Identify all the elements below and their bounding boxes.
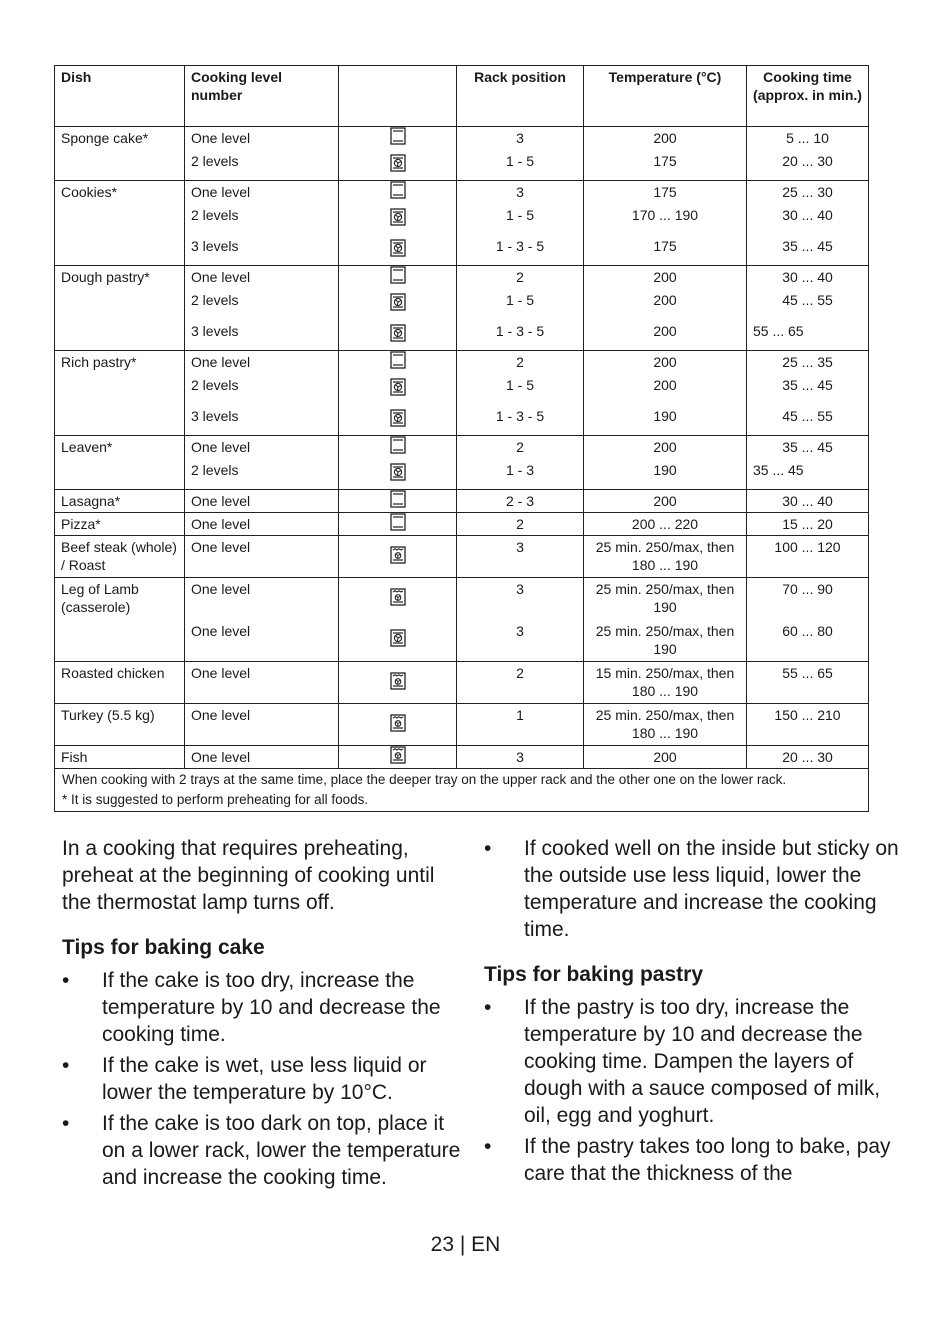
table-note: When cooking with 2 trays at the same time, place the deeper tray on the upper rack and the other one on the lower rack. bbox=[62, 772, 787, 787]
level-cell: One level bbox=[185, 266, 339, 289]
mode-cell bbox=[339, 320, 457, 351]
dish-cell: Lasagna* bbox=[55, 490, 185, 513]
list-item: • If the pastry takes too long to bake, pay care that the thickness of the bbox=[484, 1133, 904, 1187]
grill-fan-icon bbox=[390, 588, 406, 610]
rack-cell: 1 bbox=[457, 704, 584, 746]
temp-cell: 200 bbox=[584, 127, 747, 150]
temp-cell: 200 bbox=[584, 436, 747, 459]
mode-cell bbox=[339, 536, 457, 578]
rack-cell: 3 bbox=[457, 746, 584, 769]
mode-cell bbox=[339, 704, 457, 746]
table-row bbox=[55, 704, 869, 746]
mode-cell bbox=[339, 490, 457, 513]
table-row bbox=[55, 351, 869, 374]
level-cell: 3 levels bbox=[185, 405, 339, 436]
table-row bbox=[55, 536, 869, 578]
table-note-row bbox=[55, 769, 869, 812]
fan-mode-icon bbox=[390, 293, 406, 315]
mode-cell bbox=[339, 405, 457, 436]
header-rack-position: Rack position bbox=[457, 66, 584, 127]
temp-cell: 175 bbox=[584, 181, 747, 204]
dish-cell: Rich pastry* bbox=[55, 351, 185, 436]
rack-cell: 2 bbox=[457, 662, 584, 704]
list-item: • If the cake is too dark on top, place it on a lower rack, lower the temperature and increase the cooking time. bbox=[62, 1110, 462, 1191]
level-cell: One level bbox=[185, 704, 339, 746]
dish-cell: Fish bbox=[55, 746, 185, 769]
temp-cell: 25 min. 250/max, then 190 bbox=[584, 578, 747, 620]
list-item: • If the cake is too dry, increase the temperature by 10 and decrease the cooking time. bbox=[62, 967, 462, 1048]
temp-cell: 200 bbox=[584, 490, 747, 513]
static-mode-icon bbox=[390, 436, 406, 458]
mode-cell bbox=[339, 204, 457, 235]
time-cell: 60 ... 80 bbox=[747, 620, 869, 662]
right-column bbox=[484, 835, 904, 1187]
dish-cell: Roasted chicken bbox=[55, 662, 185, 704]
header-cooking-level: Cooking level number bbox=[185, 66, 339, 127]
fan-mode-icon bbox=[390, 208, 406, 230]
header-temperature: Temperature (°C) bbox=[584, 66, 747, 127]
table-row bbox=[55, 266, 869, 289]
rack-cell: 1 - 5 bbox=[457, 204, 584, 235]
rack-cell: 1 - 3 bbox=[457, 459, 584, 490]
level-cell: One level bbox=[185, 181, 339, 204]
time-cell: 20 ... 30 bbox=[747, 150, 869, 181]
mode-cell bbox=[339, 746, 457, 769]
table-row bbox=[55, 181, 869, 204]
fan-mode-icon bbox=[390, 409, 406, 431]
left-column bbox=[62, 835, 462, 1191]
pastry-tips-heading: Tips for baking pastry bbox=[484, 963, 703, 986]
temp-cell: 200 bbox=[584, 351, 747, 374]
dish-cell: Pizza* bbox=[55, 513, 185, 536]
rack-cell: 3 bbox=[457, 181, 584, 204]
table-row bbox=[55, 662, 869, 704]
rack-cell: 3 bbox=[457, 620, 584, 662]
time-cell: 35 ... 45 bbox=[747, 374, 869, 405]
rack-cell: 3 bbox=[457, 536, 584, 578]
temp-cell: 190 bbox=[584, 405, 747, 436]
table-row bbox=[55, 578, 869, 620]
mode-cell bbox=[339, 150, 457, 181]
cake-tips-heading: Tips for baking cake bbox=[62, 936, 265, 959]
pastry-tips-list bbox=[484, 994, 904, 1187]
level-cell: One level bbox=[185, 127, 339, 150]
level-cell: One level bbox=[185, 436, 339, 459]
temp-cell: 175 bbox=[584, 235, 747, 266]
temp-cell: 170 ... 190 bbox=[584, 204, 747, 235]
temp-cell: 190 bbox=[584, 459, 747, 490]
temp-cell: 200 bbox=[584, 746, 747, 769]
time-cell: 100 ... 120 bbox=[747, 536, 869, 578]
time-cell: 5 ... 10 bbox=[747, 127, 869, 150]
static-mode-icon bbox=[390, 513, 406, 535]
mode-cell bbox=[339, 662, 457, 704]
table-row bbox=[55, 127, 869, 150]
level-cell: One level bbox=[185, 351, 339, 374]
list-item: • If the cake is wet, use less liquid or lower the temperature by 10°C. bbox=[62, 1052, 462, 1106]
mode-cell bbox=[339, 513, 457, 536]
time-cell: 25 ... 30 bbox=[747, 181, 869, 204]
level-cell: One level bbox=[185, 662, 339, 704]
dish-cell: Leaven* bbox=[55, 436, 185, 490]
rack-cell: 3 bbox=[457, 578, 584, 620]
temp-cell: 200 bbox=[584, 374, 747, 405]
temp-cell: 200 bbox=[584, 289, 747, 320]
table-row bbox=[55, 490, 869, 513]
cooking-table bbox=[54, 65, 869, 812]
table-row bbox=[55, 436, 869, 459]
temp-cell: 175 bbox=[584, 150, 747, 181]
table-row bbox=[55, 513, 869, 536]
level-cell: 3 levels bbox=[185, 320, 339, 351]
mode-cell bbox=[339, 266, 457, 289]
fan-mode-icon bbox=[390, 629, 406, 651]
table-footnote: * It is suggested to perform preheating for all foods. bbox=[62, 792, 369, 807]
mode-cell bbox=[339, 351, 457, 374]
mode-cell bbox=[339, 235, 457, 266]
fan-mode-icon bbox=[390, 324, 406, 346]
mode-cell bbox=[339, 436, 457, 459]
temp-cell: 25 min. 250/max, then 180 ... 190 bbox=[584, 704, 747, 746]
level-cell: 2 levels bbox=[185, 374, 339, 405]
time-cell: 30 ... 40 bbox=[747, 204, 869, 235]
dish-cell: Turkey (5.5 kg) bbox=[55, 704, 185, 746]
list-item: • If cooked well on the inside but sticky on the outside use less liquid, lower the temperature and increase the cooking time. bbox=[484, 835, 904, 943]
time-cell: 15 ... 20 bbox=[747, 513, 869, 536]
time-cell: 35 ... 45 bbox=[747, 459, 869, 490]
level-cell: One level bbox=[185, 536, 339, 578]
header-dish: Dish bbox=[55, 66, 185, 127]
rack-cell: 3 bbox=[457, 127, 584, 150]
time-cell: 150 ... 210 bbox=[747, 704, 869, 746]
grill-fan-icon bbox=[390, 714, 406, 736]
static-mode-icon bbox=[390, 127, 406, 149]
page-number: 23 | EN bbox=[430, 1233, 501, 1256]
grill-fan-icon bbox=[390, 746, 406, 768]
temp-cell: 15 min. 250/max, then 180 ... 190 bbox=[584, 662, 747, 704]
temp-cell: 200 ... 220 bbox=[584, 513, 747, 536]
level-cell: 2 levels bbox=[185, 150, 339, 181]
static-mode-icon bbox=[390, 351, 406, 373]
dish-cell: Beef steak (whole) / Roast bbox=[55, 536, 185, 578]
mode-cell bbox=[339, 578, 457, 620]
rack-cell: 2 - 3 bbox=[457, 490, 584, 513]
time-cell: 35 ... 45 bbox=[747, 436, 869, 459]
temp-cell: 200 bbox=[584, 320, 747, 351]
mode-cell bbox=[339, 289, 457, 320]
rack-cell: 2 bbox=[457, 351, 584, 374]
time-cell: 55 ... 65 bbox=[747, 662, 869, 704]
dish-cell: Leg of Lamb (casserole) bbox=[55, 578, 185, 662]
time-cell: 70 ... 90 bbox=[747, 578, 869, 620]
fan-mode-icon bbox=[390, 154, 406, 176]
temp-cell: 25 min. 250/max, then 180 ... 190 bbox=[584, 536, 747, 578]
rack-cell: 1 - 5 bbox=[457, 374, 584, 405]
time-cell: 45 ... 55 bbox=[747, 405, 869, 436]
rack-cell: 2 bbox=[457, 266, 584, 289]
grill-fan-icon bbox=[390, 672, 406, 694]
time-cell: 55 ... 65 bbox=[747, 320, 869, 351]
rack-cell: 2 bbox=[457, 436, 584, 459]
rack-cell: 1 - 5 bbox=[457, 289, 584, 320]
level-cell: One level bbox=[185, 746, 339, 769]
mode-cell bbox=[339, 459, 457, 490]
fan-mode-icon bbox=[390, 463, 406, 485]
dish-cell: Cookies* bbox=[55, 181, 185, 266]
header-mode bbox=[339, 66, 457, 127]
level-cell: One level bbox=[185, 578, 339, 620]
static-mode-icon bbox=[390, 181, 406, 203]
time-cell: 30 ... 40 bbox=[747, 266, 869, 289]
static-mode-icon bbox=[390, 266, 406, 288]
level-cell: One level bbox=[185, 513, 339, 536]
level-cell: 3 levels bbox=[185, 235, 339, 266]
preheat-intro: In a cooking that requires preheating, preheat at the beginning of cooking until the thermostat lamp turns off. bbox=[62, 837, 435, 914]
cake-tips-list bbox=[62, 967, 462, 1191]
time-cell: 35 ... 45 bbox=[747, 235, 869, 266]
static-mode-icon bbox=[390, 490, 406, 512]
level-cell: One level bbox=[185, 490, 339, 513]
temp-cell: 200 bbox=[584, 266, 747, 289]
level-cell: One level bbox=[185, 620, 339, 662]
level-cell: 2 levels bbox=[185, 289, 339, 320]
rack-cell: 2 bbox=[457, 513, 584, 536]
time-cell: 45 ... 55 bbox=[747, 289, 869, 320]
mode-cell bbox=[339, 127, 457, 150]
list-item: • If the pastry is too dry, increase the temperature by 10 and decrease the cooking time. Dampen the layers of dough with a sauce composed of milk, oil, egg and yoghurt. bbox=[484, 994, 904, 1129]
level-cell: 2 levels bbox=[185, 204, 339, 235]
time-cell: 20 ... 30 bbox=[747, 746, 869, 769]
temp-cell: 25 min. 250/max, then 190 bbox=[584, 620, 747, 662]
table-row bbox=[55, 746, 869, 769]
rack-cell: 1 - 5 bbox=[457, 150, 584, 181]
time-cell: 25 ... 35 bbox=[747, 351, 869, 374]
header-cooking-time: Cooking time (approx. in min.) bbox=[747, 66, 869, 127]
dish-cell: Dough pastry* bbox=[55, 266, 185, 351]
rack-cell: 1 - 3 - 5 bbox=[457, 320, 584, 351]
rack-cell: 1 - 3 - 5 bbox=[457, 235, 584, 266]
mode-cell bbox=[339, 181, 457, 204]
fan-mode-icon bbox=[390, 239, 406, 261]
table-note-cell bbox=[55, 769, 869, 812]
time-cell: 30 ... 40 bbox=[747, 490, 869, 513]
fan-mode-icon bbox=[390, 378, 406, 400]
cake-tips-list-continued bbox=[484, 835, 904, 943]
table-header-row bbox=[55, 66, 869, 127]
mode-cell bbox=[339, 620, 457, 662]
mode-cell bbox=[339, 374, 457, 405]
grill-fan-icon bbox=[390, 546, 406, 568]
rack-cell: 1 - 3 - 5 bbox=[457, 405, 584, 436]
dish-cell: Sponge cake* bbox=[55, 127, 185, 181]
level-cell: 2 levels bbox=[185, 459, 339, 490]
